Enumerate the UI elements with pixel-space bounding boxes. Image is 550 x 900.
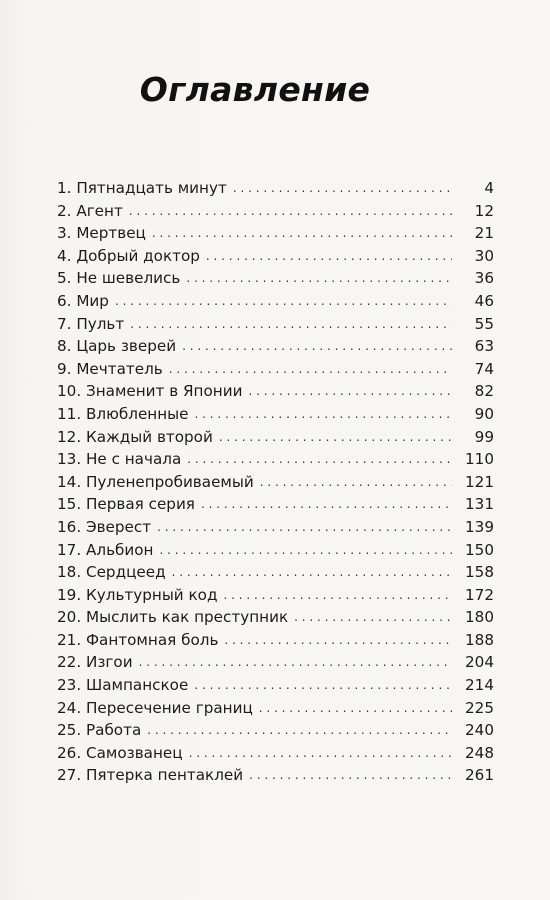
toc-entry-page-number: 121 xyxy=(465,472,494,491)
toc-entry-page-number: 158 xyxy=(465,563,494,582)
toc-entry xyxy=(57,313,494,336)
toc-entry-title: 2. Агент xyxy=(57,201,123,220)
toc-entry xyxy=(57,380,494,403)
toc-entry-page-number: 180 xyxy=(465,608,494,627)
toc-entry-title: 1. Пятнадцать минут xyxy=(57,179,227,197)
toc-entry xyxy=(57,290,494,313)
toc-entry-page-number: 82 xyxy=(474,382,494,401)
toc-entry xyxy=(57,245,494,268)
toc-entry xyxy=(57,471,494,494)
toc-entry xyxy=(57,539,494,562)
dot-leader xyxy=(219,426,452,449)
toc-entry-title: 25. Работа xyxy=(57,721,142,740)
toc-entry-page-number: 90 xyxy=(474,404,494,423)
toc-entry-title: 6. Мир xyxy=(57,291,109,310)
dot-leader xyxy=(157,516,452,539)
dot-leader xyxy=(194,674,452,697)
toc-entry xyxy=(57,561,494,584)
toc-entry xyxy=(57,697,494,720)
dot-leader xyxy=(260,471,452,494)
dot-leader xyxy=(294,606,452,629)
dot-leader xyxy=(223,584,452,607)
toc-entry xyxy=(57,403,494,426)
toc-entry-title: 14. Пуленепробиваемый xyxy=(57,472,254,491)
page-title: Оглавление xyxy=(139,70,371,109)
toc-entry-page-number: 248 xyxy=(465,743,494,762)
dot-leader xyxy=(139,651,452,674)
dot-leader xyxy=(169,358,452,381)
toc-entry-page-number: 30 xyxy=(474,246,494,265)
dot-leader xyxy=(186,267,452,290)
toc-entry xyxy=(57,674,494,697)
toc-entry xyxy=(57,200,494,223)
toc-entry-title: 5. Не шевелись xyxy=(57,269,181,288)
toc-entry xyxy=(57,584,494,607)
dot-leader xyxy=(152,222,452,245)
toc-entry-page-number: 110 xyxy=(465,450,494,469)
toc-entry-title: 26. Самозванец xyxy=(57,743,183,762)
toc-entry-title: 11. Влюбленные xyxy=(57,404,189,423)
dot-leader xyxy=(189,742,452,765)
dot-leader xyxy=(201,493,452,516)
toc-entry-page-number: 188 xyxy=(465,630,494,649)
toc-entry-title: 9. Мечтатель xyxy=(57,359,163,378)
dot-leader xyxy=(129,200,452,223)
toc-entry-page-number: 63 xyxy=(474,337,494,356)
toc-entry-page-number: 36 xyxy=(474,269,494,288)
toc-entry-title: 3. Мертвец xyxy=(57,224,146,243)
toc-entry-title: 16. Эверест xyxy=(57,517,152,536)
toc-entry-title: 19. Культурный код xyxy=(57,585,218,604)
toc-entry-title: 4. Добрый доктор xyxy=(57,246,200,265)
toc-entry-title: 24. Пересечение границ xyxy=(57,698,253,717)
toc-entry-title: 8. Царь зверей xyxy=(57,337,177,356)
toc-entry-title: 20. Мыслить как преступник xyxy=(57,608,289,627)
dot-leader xyxy=(249,764,452,787)
toc-entry-title: 18. Сердцеед xyxy=(57,563,166,582)
toc-entry xyxy=(57,493,494,516)
toc-entry xyxy=(57,222,494,245)
toc-entry-page-number: 240 xyxy=(465,721,494,740)
dot-leader xyxy=(206,245,452,268)
toc-entry-page-number: 131 xyxy=(465,495,494,514)
dot-leader xyxy=(259,697,452,720)
toc-entry-title: 15. Первая серия xyxy=(57,495,195,514)
toc-entry-title: 7. Пульт xyxy=(57,314,125,333)
toc-entry-page-number: 4 xyxy=(484,179,494,197)
dot-leader xyxy=(187,448,452,471)
toc-entry-page-number: 261 xyxy=(465,766,494,785)
dot-leader xyxy=(195,403,452,426)
dot-leader xyxy=(182,335,452,358)
toc-entry xyxy=(57,764,494,787)
toc-entry-title: 17. Альбион xyxy=(57,540,154,559)
toc-entry xyxy=(57,448,494,471)
toc-entry-page-number: 74 xyxy=(474,359,494,378)
dot-leader xyxy=(233,177,452,200)
toc-entry-page-number: 21 xyxy=(474,224,494,243)
toc-entry xyxy=(57,629,494,652)
toc-entry-page-number: 12 xyxy=(474,201,494,220)
dot-leader xyxy=(224,629,452,652)
toc-entry-title: 27. Пятерка пентаклей xyxy=(57,766,244,785)
toc-entry-page-number: 46 xyxy=(474,291,494,310)
toc-entry xyxy=(57,719,494,742)
toc-entry-title: 10. Знаменит в Японии xyxy=(57,382,243,401)
toc-entry-page-number: 99 xyxy=(474,427,494,446)
toc-entry xyxy=(57,516,494,539)
toc-entry-title: 12. Каждый второй xyxy=(57,427,213,446)
dot-leader xyxy=(130,313,452,336)
toc-entry-title: 23. Шампанское xyxy=(57,676,189,695)
toc-entry-title: 22. Изгои xyxy=(57,653,133,672)
dot-leader xyxy=(160,539,453,562)
toc-entry-page-number: 139 xyxy=(465,517,494,536)
toc-entry xyxy=(57,606,494,629)
toc-entry-page-number: 150 xyxy=(465,540,494,559)
toc-entry-title: 21. Фантомная боль xyxy=(57,630,219,649)
toc-entry xyxy=(57,177,494,200)
dot-leader xyxy=(147,719,452,742)
dot-leader xyxy=(115,290,452,313)
toc-entry xyxy=(57,267,494,290)
dot-leader xyxy=(248,380,452,403)
toc-entry xyxy=(57,358,494,381)
table-of-contents xyxy=(57,177,494,787)
toc-entry xyxy=(57,426,494,449)
toc-entry-page-number: 55 xyxy=(474,314,494,333)
toc-entry-title: 13. Не с начала xyxy=(57,450,182,469)
dot-leader xyxy=(172,561,452,584)
toc-entry-page-number: 214 xyxy=(465,676,494,695)
toc-entry-page-number: 204 xyxy=(465,653,494,672)
toc-entry xyxy=(57,335,494,358)
toc-entry xyxy=(57,651,494,674)
toc-entry-page-number: 225 xyxy=(465,698,494,717)
toc-entry-page-number: 172 xyxy=(465,585,494,604)
toc-entry xyxy=(57,742,494,765)
